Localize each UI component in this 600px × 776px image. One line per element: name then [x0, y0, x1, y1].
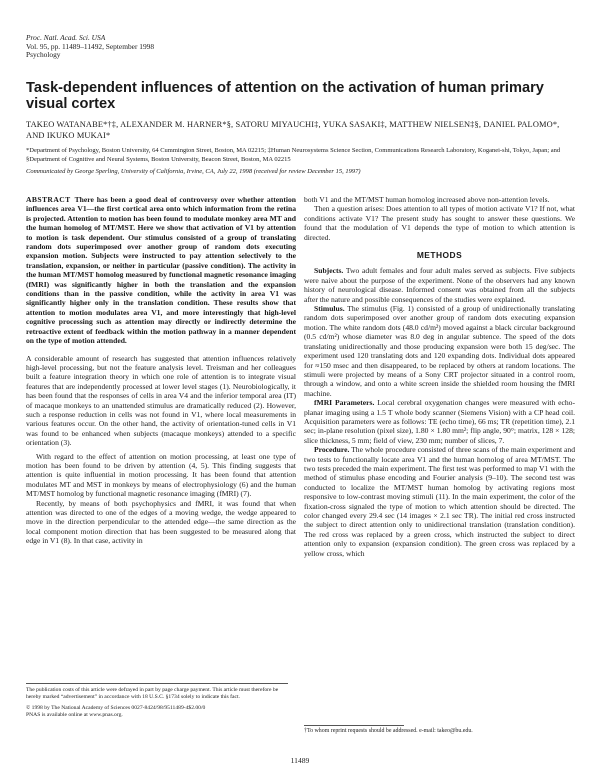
page-number: 11489	[290, 756, 310, 765]
right-column	[304, 195, 575, 558]
footnote-reprint: †To whom reprint requests should be addressed. e-mail: takeo@bu.edu.	[304, 728, 473, 734]
paper-title: Task-dependent influences of attention on the activation of human primary visual cortex	[26, 80, 544, 112]
footnote-rule-left	[26, 683, 288, 684]
footnote-online: PNAS is available online at www.pnas.org.	[26, 712, 123, 719]
methods-text: Local cerebral oxygenation changes were measured with echo-planar imaging using a 1.5 T whole body scanner (Siemens Vision) with a CP head coil. Acquisition parameters were as follows: TE (echo time), 66 ms; TR (repetition time), 2.1 sec; in-plane resolution (pixel size), 1.80 × 1.80 mm²; flip angle, 90°; matrix, 128 × 128; slice thickness, 5 mm; field of view, 230 mm; number of slices, 7.	[304, 398, 575, 445]
methods-fmri	[304, 398, 575, 445]
methods-text: The whole procedure consisted of three scans of the main experiment and two tests to functionally locate area V1 and the human homolog of area MT/MST. The two tests preceded the main experiment. The first test was performed to map V1 with the method of stimulus phase encoding and Fourier analysis (9–10). The second test was conducted to localize the MT/MST human homolog by activating regions most responsive to low-contrast moving stimuli (11). In the main experiment, the color of the fixation-cross signaled the type of motion to which attention should be directed. The color changed every 29.4 sec (14 images × 2.1 sec TR). The initial red cross instructed the subject to direct attention only to unidirectional translation (translation condition). The red cross was replaced by a green cross, which instructed the subject to direct attention only to expansion (expansion condition). The green cross was replaced by a yellow cross, which	[304, 445, 575, 558]
methods-heading: METHODS	[416, 250, 463, 261]
footnote-rule-right	[304, 725, 404, 726]
intro-paragraph: Recently, by means of both psychophysics and fMRI, it was found that when attention was directed to one of the edges of a moving wedge, the wedge appeared to move in the direction perpendicular to the attended edge—the same direction as the local component motion direction that has been suggested to be measured along that edge in V1 (8). In that case, activity in	[26, 498, 296, 546]
journal-volume: Vol. 95, pp. 11489–11492, September 1998	[26, 41, 155, 51]
abstract-text: There has been a good deal of controversy over whether attention influences area V1—the first cortical area onto which information from the retina is projected. Attention to motion has been found to modulate monkey area MT and the human homolog of MT/MST. Here we show that activation of V1 by attention to motion is task dependent. Our stimulus consisted of a group of translating random dots superimposed over another group of random dots executing expansion motion. Subjects were instructed to pay attention selectively to the translation, expansion, or neither in particular (passive condition). The activity in the human MT/MST homolog measured by functional magnetic resonance imaging (fMRI) was significantly higher in both the translation and the expansion conditions than in the passive condition, while the activity in area V1 was significantly higher only in the translation condition. These results show that attention to motion modulates area V1, and more interestingly that high-level cognitive processing such as attention may directly or indirectly determine the retroactive extent of feedback within the motion pathway in a manner dependent on the type of motion attended.	[26, 195, 296, 346]
run-in-heading: Stimulus.	[314, 304, 345, 314]
methods-subjects	[304, 266, 575, 304]
abstract-label: ABSTRACT	[26, 195, 71, 204]
abstract	[26, 195, 296, 346]
footnote-copyright: © 1998 by The National Academy of Sciences 0027-8424/98/9511489-4$2.00/0	[26, 704, 206, 711]
body-paragraph: Then a question arises: Does attention to all types of motion activate V1? If not, what conditions activate V1? The present study has sought to answer these questions. We found that the modulation of V1 depends the type of motion to which attention is directed.	[304, 204, 575, 242]
journal-name: Proc. Natl. Acad. Sci. USA	[26, 33, 106, 42]
footnotes-left	[26, 687, 288, 720]
author-list: TAKEO WATANABE*†‡, ALEXANDER M. HARNER*§, SATORU MIYAUCHI‡, YUKA SASAKI‡, MATTHEW NIELSEN‡§, DANIEL PALOMO*, AND IKUKO MUKAI*	[26, 120, 560, 141]
methods-text: The stimulus (Fig. 1) consisted of a group of unidirectionally translating random dots superimposed over another group of random dots executing expansion motion. The white random dots (48.0 cd/m²) moved against a black circular background (0.5 cd/m²) whose diameter was 8.0 deg in angular subtence. The speed of the dots translating unidirectionally and those producing expansion were both 15 deg/sec. The experiment used 120 translating dots and 120 expanding dots. Individual dots appeared for ≈150 msec and then disappeared, to be replaced by others at random locations. The stimuli were projected by means of a Sony CRT projector situated in a control room, through a window, and onto a white screen inside the shielded room housing the fMRI machine.	[304, 304, 575, 398]
communicated-by: Communicated by George Sperling, University of California, Irvine, CA, July 22, 1998 (received for review December 15, 1997)	[26, 168, 361, 175]
intro-paragraph: A considerable amount of research has suggested that attention influences relatively high-level processing, but not the feature analysis level. Treisman and her colleagues built a feature integration theory in which one role of attention is to integrate visual features that are independently processed at lower level stages (1). Neurobiologically, it has been found that the responses of cells in area V4 and the inferior temporal area (IT) of macaque monkeys to an unattended stimulus are dramatically reduced (2). However, such a response reduction in cells was not found in V1, where local measurements in various features occur. On the other hand, the activity of orientation-tuned cells in V1 was found to be enhanced when subjects (macaque monkeys) attended to a specific orientation (3).	[26, 353, 296, 448]
body-paragraph: both V1 and the MT/MST human homolog increased above non-attention levels.	[304, 195, 550, 204]
methods-procedure	[304, 445, 575, 558]
journal-section: Psychology	[26, 50, 61, 60]
left-column	[26, 195, 296, 546]
methods-stimulus	[304, 304, 575, 398]
run-in-heading: Procedure.	[314, 445, 350, 455]
methods-text: Two adult females and four adult males served as subjects. Five subjects were naive about the purpose of the experiment. None of the observers had any known history of neurological disease. Informed consent was obtained from all the subjects after the nature and possible consequences of the studies were explained.	[304, 266, 575, 304]
journal-header	[26, 34, 154, 60]
footnote-publication-costs: The publication costs of this article were defrayed in part by page charge payment. This article must therefore be hereby marked “advertisement” in accordance with 18 U.S.C. §1734 solely to indicate this fact.	[26, 687, 279, 701]
run-in-heading: Subjects.	[314, 266, 344, 276]
affiliations: *Department of Psychology, Boston University, 64 Cummington Street, Boston, MA 02215; ‡Human Neurosystems Science Section, Communications Research Laboratory, Koganei-shi, Tokyo, Japan; and §Department of Cognitive and Neural Systems, Boston University, Beacon Street, Boston, MA 02215	[26, 147, 561, 163]
run-in-heading: fMRI Parameters.	[314, 398, 375, 408]
intro-paragraph: With regard to the effect of attention on motion processing, at least one type of motion has been found to be driven by attention (4, 5). This finding suggests that attention is quite influential in motion processing. It has been found that attention modulates MT and MST in monkeys by means of electrophysiology (6) and the human MT/MST homolog by functional magnetic resonance imaging (fMRI) (7).	[26, 451, 296, 499]
